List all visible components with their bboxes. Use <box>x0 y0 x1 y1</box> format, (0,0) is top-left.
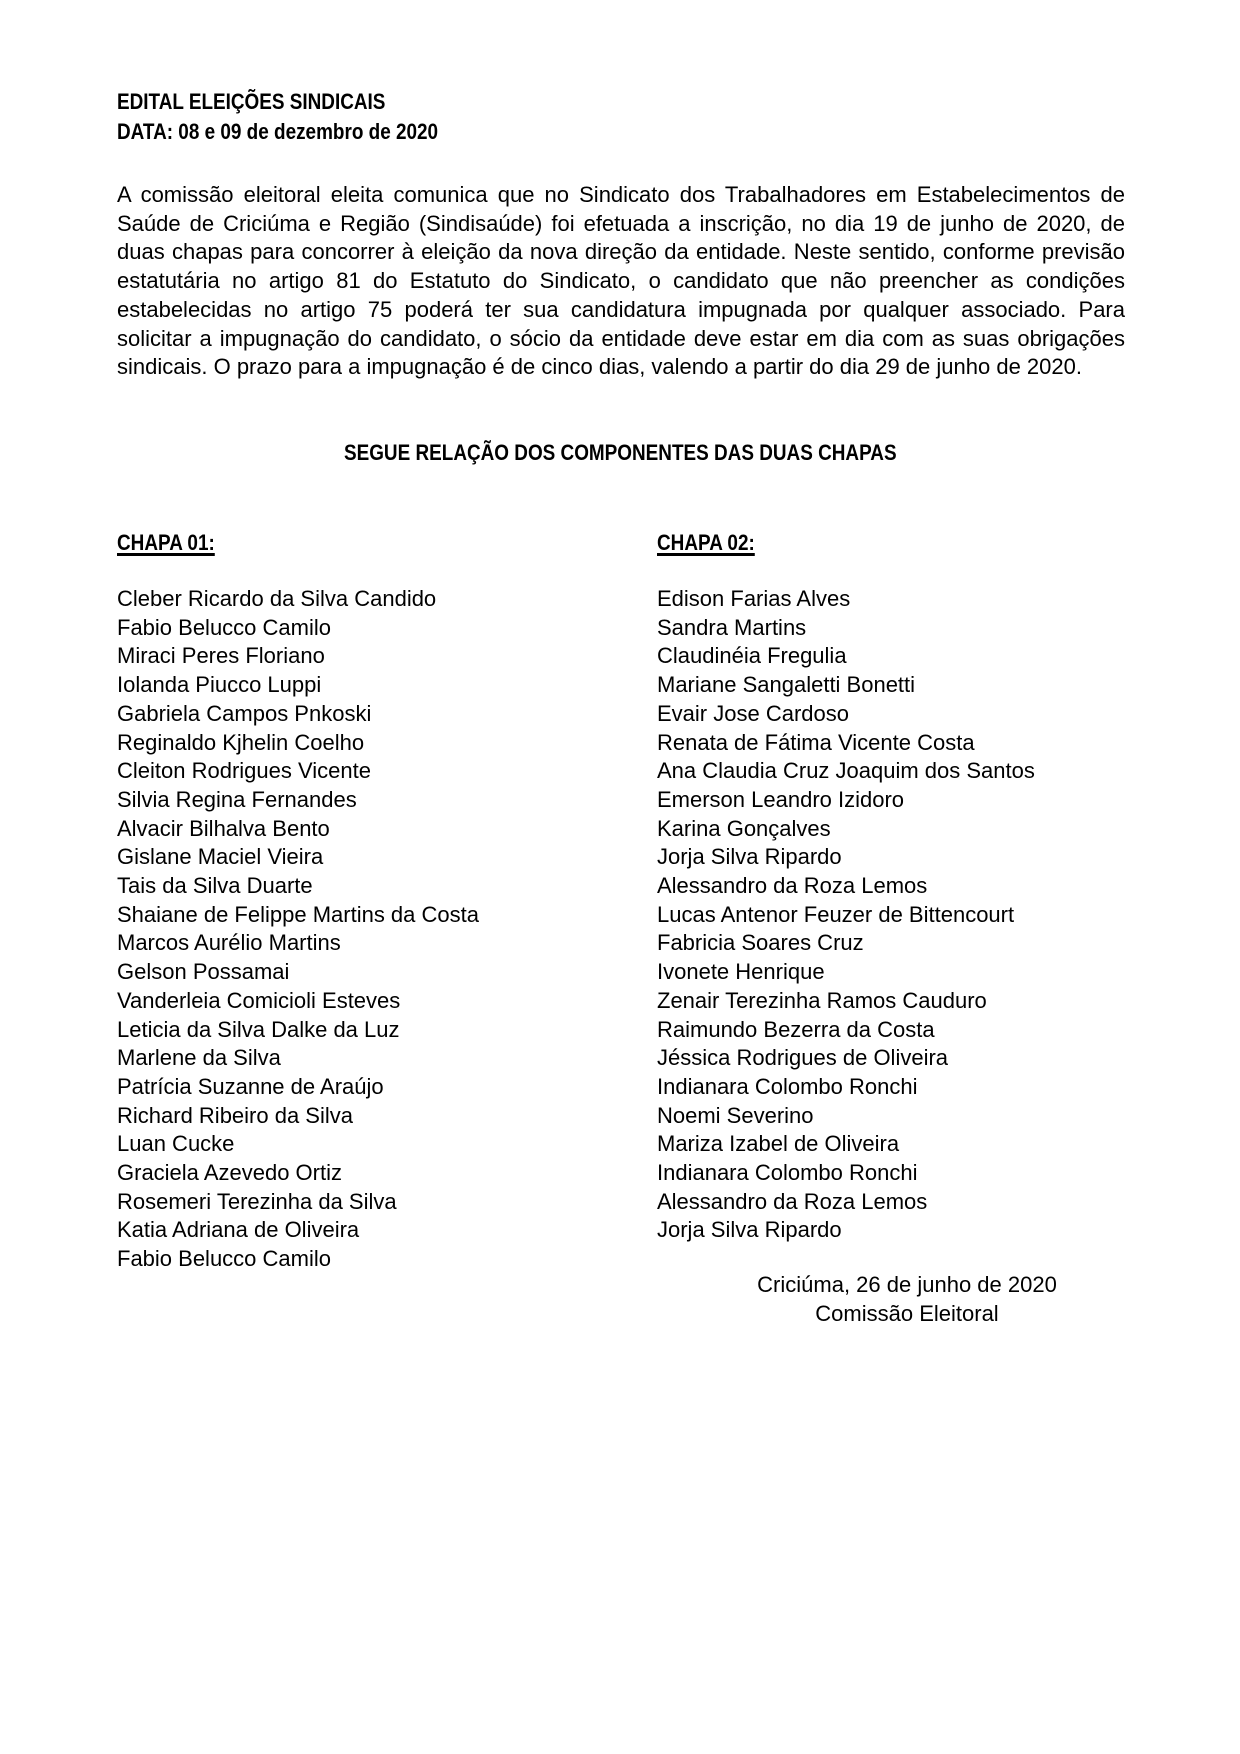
chapa-02-members <box>657 585 1035 1245</box>
signature-signer: Comissão Eleitoral <box>815 1301 999 1326</box>
member-name: Graciela Azevedo Ortiz <box>117 1160 342 1186</box>
section-heading-text: SEGUE RELAÇÃO DOS COMPONENTES DAS DUAS CHAPAS <box>343 440 897 465</box>
member-name: Gislane Maciel Vieira <box>117 844 324 870</box>
member-name: Gabriela Campos Pnkoski <box>117 700 372 726</box>
notice-paragraph-text: A comissão eleitoral eleita comunica que no Sindicato dos Trabalhadores em Estabelecimentos de Saúde de Criciúma e Região (Sindisaúde) foi efetuada a inscrição, no dia 19 de junho de 2020, de duas chapas para concorrer à eleição da nova direção da entidade. Neste sentido, conforme previsão estatutária no artigo 81 do Estatuto do Sindicato, o candidato que não preencher as condições estabelecidas no artigo 75 poderá ter sua candidatura impugnada por qualquer associado. Para solicitar a impugnação do candidato, o sócio da entidade deve estar em dia com as suas obrigações sindicais. O prazo para a impugnação é de cinco dias, valendo a partir do dia 29 de junho de 2020. <box>117 182 1125 380</box>
member-name: Marlene da Silva <box>117 1045 281 1071</box>
member-name: Sandra Martins <box>657 614 807 640</box>
member-name: Jorja Silva Ripardo <box>657 844 842 870</box>
member-name: Indianara Colombo Ronchi <box>657 1073 918 1099</box>
member-name: Shaiane de Felippe Martins da Costa <box>117 901 479 927</box>
member-name: Mariane Sangaletti Bonetti <box>657 672 916 698</box>
member-name: Iolanda Piucco Luppi <box>117 672 322 698</box>
member-name: Emerson Leandro Izidoro <box>657 786 905 812</box>
section-heading <box>0 438 1240 468</box>
member-name: Evair Jose Cardoso <box>657 700 849 726</box>
member-name: Lucas Antenor Feuzer de Bittencourt <box>657 901 1015 927</box>
member-name: Silvia Regina Fernandes <box>117 786 357 812</box>
member-name: Tais da Silva Duarte <box>117 873 313 899</box>
member-name: Zenair Terezinha Ramos Cauduro <box>657 987 987 1013</box>
member-name: Jorja Silva Ripardo <box>657 1217 842 1243</box>
member-name: Raimundo Bezerra da Costa <box>657 1016 935 1042</box>
member-name: Noemi Severino <box>657 1102 814 1128</box>
signature-block <box>657 1270 1157 1328</box>
election-date: DATA: 08 e 09 de dezembro de 2020 <box>117 119 439 144</box>
member-name: Edison Farias Alves <box>657 586 851 611</box>
member-name: Fabricia Soares Cruz <box>657 930 864 956</box>
member-name: Karina Gonçalves <box>657 815 831 841</box>
member-name: Cleber Ricardo da Silva Candido <box>117 586 437 611</box>
member-name: Gelson Possamai <box>117 959 290 985</box>
member-name: Mariza Izabel de Oliveira <box>657 1131 900 1157</box>
member-name: Reginaldo Kjhelin Coelho <box>117 729 365 755</box>
chapa-01-members <box>117 585 479 1274</box>
member-name: Richard Ribeiro da Silva <box>117 1102 353 1128</box>
member-name: Rosemeri Terezinha da Silva <box>117 1188 397 1214</box>
member-name: Vanderleia Comicioli Esteves <box>117 987 401 1013</box>
member-name: Katia Adriana de Oliveira <box>117 1217 360 1243</box>
member-name: Cleiton Rodrigues Vicente <box>117 758 371 784</box>
member-name: Alessandro da Roza Lemos <box>657 1188 928 1214</box>
member-name: Ivonete Henrique <box>657 959 825 985</box>
chapa-01-column <box>117 528 479 1274</box>
member-name: Ana Claudia Cruz Joaquim dos Santos <box>657 758 1035 784</box>
member-name: Jéssica Rodrigues de Oliveira <box>657 1045 949 1071</box>
member-name: Leticia da Silva Dalke da Luz <box>117 1016 400 1042</box>
chapa-01-heading: CHAPA 01: <box>117 530 215 555</box>
member-name: Claudinéia Fregulia <box>657 643 847 669</box>
member-name: Luan Cucke <box>117 1131 235 1157</box>
member-name: Fabio Belucco Camilo <box>117 614 331 640</box>
chapa-02-column <box>657 528 1035 1245</box>
member-name: Renata de Fátima Vicente Costa <box>657 729 975 755</box>
document-title: EDITAL ELEIÇÕES SINDICAIS <box>117 89 386 114</box>
member-name: Fabio Belucco Camilo <box>117 1246 331 1272</box>
member-name: Alvacir Bilhalva Bento <box>117 815 330 841</box>
member-name: Miraci Peres Floriano <box>117 643 325 669</box>
notice-paragraph <box>117 181 1125 382</box>
chapa-02-heading: CHAPA 02: <box>657 530 755 555</box>
signature-place-date: Criciúma, 26 de junho de 2020 <box>757 1272 1057 1297</box>
member-name: Patrícia Suzanne de Araújo <box>117 1073 384 1099</box>
member-name: Indianara Colombo Ronchi <box>657 1160 918 1186</box>
member-name: Alessandro da Roza Lemos <box>657 873 928 899</box>
member-name: Marcos Aurélio Martins <box>117 930 341 956</box>
